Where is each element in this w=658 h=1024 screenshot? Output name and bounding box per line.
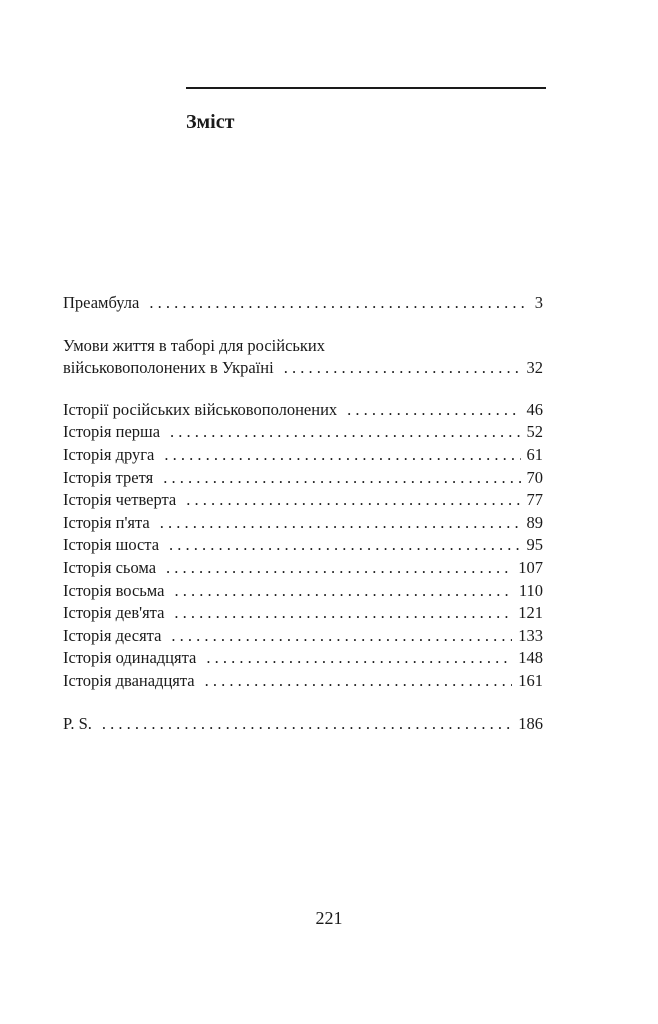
toc-entry-title: Преамбула <box>63 293 140 312</box>
toc-entry-title: Історія п'ята <box>63 512 150 532</box>
toc-entry-page: 32 <box>526 358 543 378</box>
dot-leader <box>174 580 512 603</box>
toc-stories-group <box>63 399 543 693</box>
toc-entry-story[interactable] <box>63 444 543 467</box>
dot-leader <box>166 557 512 580</box>
toc-entry-title: Історія друга <box>63 444 155 464</box>
dot-leader <box>164 444 520 467</box>
toc-entry-title-line2: військовополонених в Україні <box>63 358 274 378</box>
toc-entry-page: 89 <box>526 512 543 532</box>
toc-entry-story[interactable] <box>63 467 543 490</box>
toc-entry-title: Історія сьома <box>63 557 157 577</box>
toc-entry-story[interactable] <box>63 534 543 557</box>
toc-entry-page: 46 <box>526 399 543 419</box>
toc-entry-title: Історія четверта <box>63 490 177 510</box>
toc-entry-title: P. S. <box>63 713 92 733</box>
toc-entry-page: 121 <box>518 603 543 623</box>
toc-entry-conditions[interactable] <box>63 335 543 380</box>
toc-entry-page: 95 <box>526 535 543 555</box>
toc-entry-story[interactable] <box>63 647 543 670</box>
toc-entry-story[interactable] <box>63 489 543 512</box>
toc-entry-page: 3 <box>534 293 543 312</box>
dot-leader <box>169 534 520 557</box>
toc-entry-title: Історія третя <box>63 467 154 487</box>
toc-entry-story[interactable] <box>63 625 543 648</box>
dot-leader <box>347 399 520 422</box>
toc-entry-page: 186 <box>518 713 543 733</box>
toc-entry-story[interactable] <box>63 557 543 580</box>
dot-leader <box>102 713 512 736</box>
toc-entry-page: 148 <box>518 648 543 668</box>
toc-entry-page: 61 <box>526 444 543 464</box>
dot-leader <box>174 602 512 625</box>
toc-entry-story[interactable] <box>63 602 543 625</box>
toc-entry-title: Історії російських військовополонених <box>63 399 338 419</box>
dot-leader <box>206 647 512 670</box>
toc-entry-page: 70 <box>526 467 543 487</box>
toc-entry-page: 52 <box>526 422 543 442</box>
toc-entry-page: 77 <box>526 490 543 510</box>
toc-entry-preamble[interactable] <box>63 292 543 315</box>
dot-leader <box>186 489 520 512</box>
dot-leader <box>149 292 528 315</box>
toc-entry-title: Історія одинадцята <box>63 648 197 668</box>
page-title: Зміст <box>186 111 235 133</box>
dot-leader <box>170 421 520 444</box>
toc-entry-title: Історія дев'ята <box>63 603 165 623</box>
toc-entry-story[interactable] <box>63 670 543 693</box>
toc-entry-title: Історія перша <box>63 422 161 442</box>
toc-entry-page: 161 <box>518 670 543 690</box>
dot-leader <box>163 467 520 490</box>
dot-leader <box>205 670 513 693</box>
toc-entry-page: 133 <box>518 625 543 645</box>
toc-entry-title: Історія дванадцята <box>63 670 195 690</box>
toc-entry-title-line1: Умови життя в таборі для російських <box>63 335 326 355</box>
toc-entry-title: Історія десята <box>63 625 162 645</box>
toc-entry-title: Історія шоста <box>63 535 160 555</box>
dot-leader <box>160 512 521 535</box>
page-number: 221 <box>315 908 343 928</box>
toc-entry-page: 110 <box>518 580 543 600</box>
dot-leader <box>171 625 512 648</box>
toc-entry-story[interactable] <box>63 421 543 444</box>
dot-leader <box>284 357 521 380</box>
table-of-contents <box>63 292 543 735</box>
header-rule <box>186 87 546 89</box>
toc-entry-page: 107 <box>518 557 543 577</box>
toc-entry-title: Історія восьма <box>63 580 165 600</box>
toc-entry-story[interactable] <box>63 512 543 535</box>
toc-entry-story[interactable] <box>63 399 543 422</box>
toc-entry-ps[interactable] <box>63 713 543 736</box>
toc-entry-story[interactable] <box>63 580 543 603</box>
